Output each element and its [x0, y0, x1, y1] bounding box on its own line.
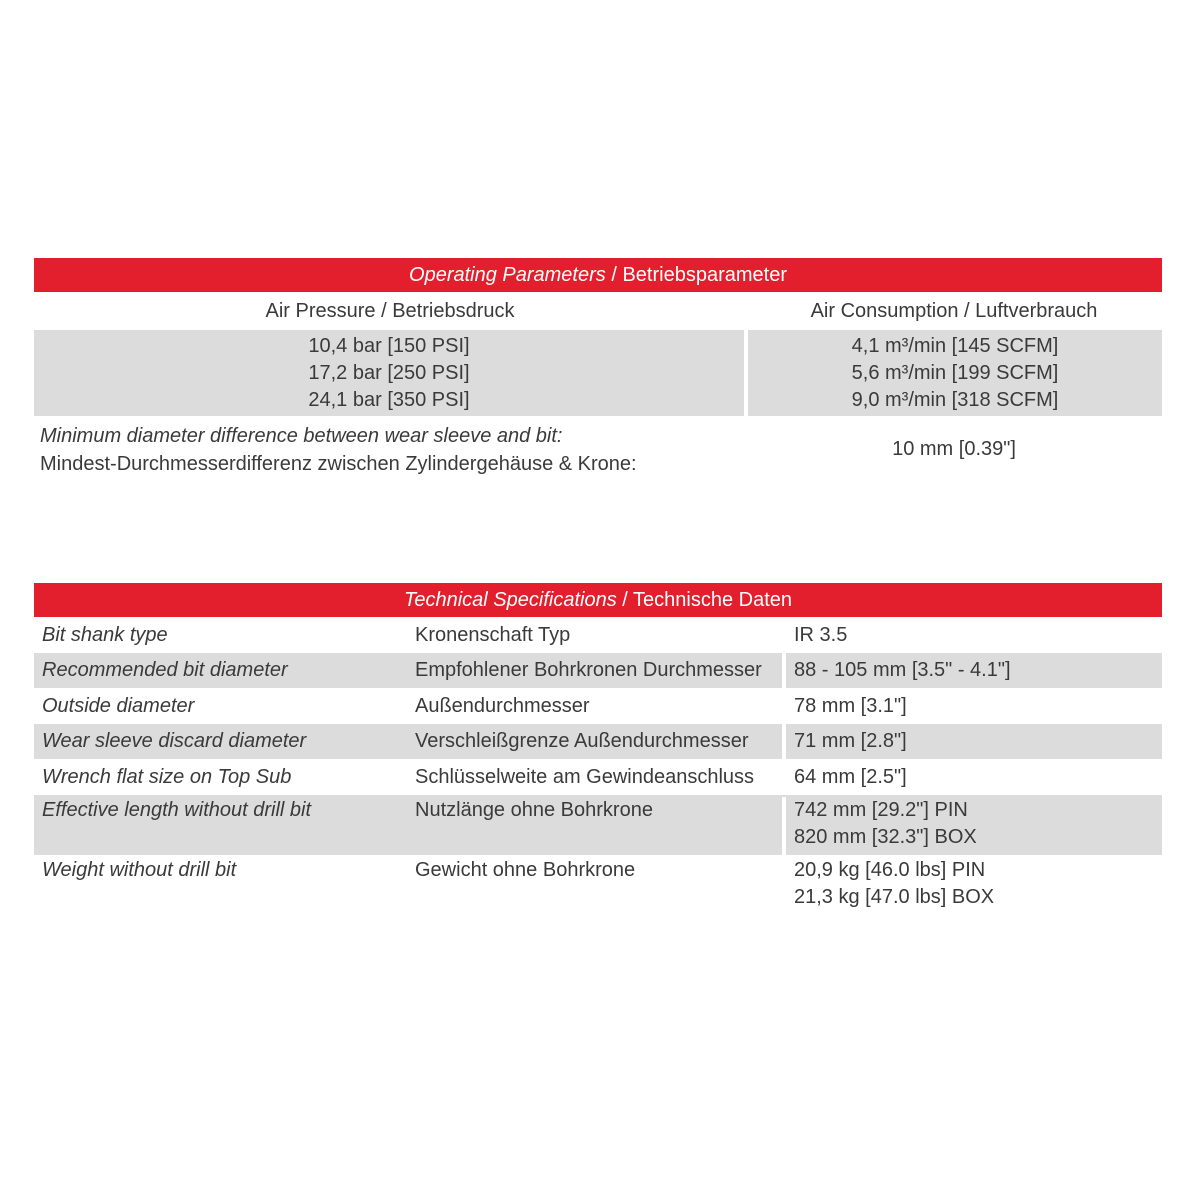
spec-value-line: 820 mm [32.3"] BOX [794, 826, 977, 848]
spec-label-en: Recommended bit diameter [42, 659, 288, 681]
technical-title-en: Technical Specifications [403, 589, 617, 611]
spec-label-en: Bit shank type [42, 624, 168, 646]
spec-value: IR 3.5 [782, 617, 1162, 653]
table-row [34, 724, 1162, 759]
min-diameter-difference-label [34, 418, 746, 480]
operating-title-de: Betriebsparameter [622, 264, 787, 286]
spec-label-de: Außendurchmesser [415, 695, 590, 717]
technical-specifications-header [34, 583, 1162, 617]
table-row [34, 759, 1162, 795]
table-row [34, 688, 1162, 724]
spec-label-de: Verschleißgrenze Außendurchmesser [415, 730, 749, 752]
spec-label-de: Kronenschaft Typ [415, 624, 571, 646]
spec-label-en: Outside diameter [42, 695, 195, 717]
table-row [34, 653, 1162, 688]
operating-values [34, 330, 1162, 416]
spec-value-line: 20,9 kg [46.0 lbs] PIN [794, 859, 986, 881]
spec-label-de: Gewicht ohne Bohrkrone [415, 859, 636, 881]
min-diameter-difference-row [34, 418, 1162, 480]
spec-label-en: Wrench flat size on Top Sub [42, 766, 292, 788]
air-consumption-value: 4,1 m³/min [145 SCFM] [851, 334, 1059, 357]
operating-title-sep: / [605, 264, 623, 286]
operating-column-headers [34, 292, 1162, 330]
operating-title-en: Operating Parameters [409, 264, 606, 286]
operating-parameters-table [34, 258, 1162, 480]
min-diameter-difference-de: Mindest-Durchmesserdifferenz zwischen Zylindergehäuse & Krone: [40, 453, 637, 475]
air-pressure-value: 10,4 bar [150 PSI] [308, 334, 470, 357]
air-consumption-header: Air Consumption / Luftverbrauch [810, 300, 1098, 322]
air-pressure-values [34, 330, 744, 416]
air-consumption-value: 9,0 m³/min [318 SCFM] [851, 388, 1059, 411]
spec-value: 78 mm [3.1"] [782, 688, 1162, 724]
air-consumption-value: 5,6 m³/min [199 SCFM] [851, 361, 1059, 384]
operating-parameters-header [34, 258, 1162, 292]
min-diameter-difference-value: 10 mm [0.39"] [892, 438, 1016, 460]
spec-value-line: 21,3 kg [47.0 lbs] BOX [794, 886, 995, 908]
air-pressure-value: 17,2 bar [250 PSI] [308, 361, 470, 384]
spec-label-en: Effective length without drill bit [42, 799, 312, 821]
spec-label-de: Schlüsselweite am Gewindeanschluss [415, 766, 755, 788]
spec-value: 71 mm [2.8"] [782, 724, 1162, 759]
air-pressure-header: Air Pressure / Betriebsdruck [265, 300, 515, 322]
spec-value [782, 857, 1162, 915]
spec-value: 64 mm [2.5"] [782, 759, 1162, 795]
spec-label-en: Weight without drill bit [42, 859, 237, 881]
technical-title-sep: / [616, 589, 634, 611]
air-pressure-value: 24,1 bar [350 PSI] [308, 388, 470, 411]
technical-specifications-table [34, 583, 1162, 915]
spec-value-line: 742 mm [29.2"] PIN [794, 799, 968, 821]
air-consumption-values [748, 330, 1162, 416]
technical-title-de: Technische Daten [633, 589, 792, 611]
spec-label-de: Nutzlänge ohne Bohrkrone [415, 799, 653, 821]
table-row [34, 855, 1162, 915]
min-diameter-difference-en: Minimum diameter difference between wear sleeve and bit: [40, 425, 563, 447]
table-row [34, 617, 1162, 653]
spec-label-de: Empfohlener Bohrkronen Durchmesser [415, 659, 762, 681]
spec-value [782, 797, 1162, 855]
table-row [34, 795, 1162, 855]
spec-value: 88 - 105 mm [3.5" - 4.1"] [782, 653, 1162, 688]
spec-label-en: Wear sleeve discard diameter [42, 730, 307, 752]
